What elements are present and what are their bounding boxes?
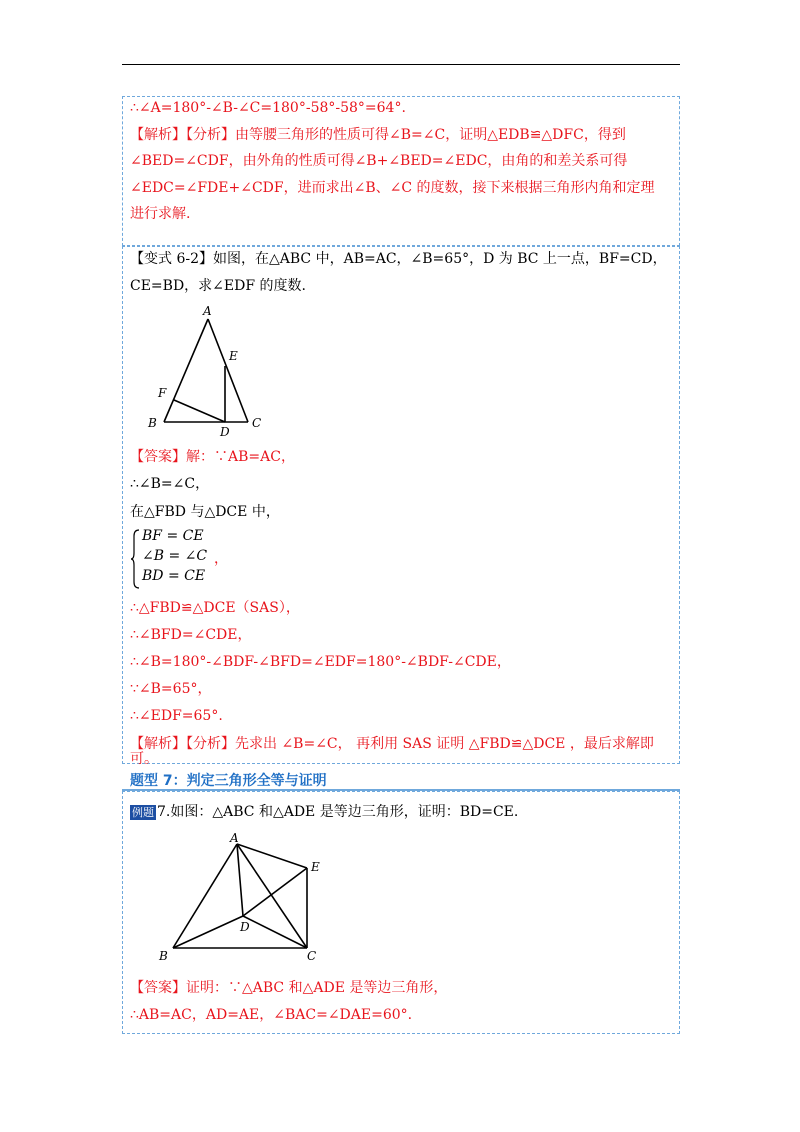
edge-fd: [174, 400, 225, 422]
example-badge: 例题: [132, 806, 154, 819]
edge-ae: [237, 844, 307, 868]
label-e: E: [311, 860, 320, 874]
equilateral-triangles-figure: [155, 830, 330, 965]
edge-ab: [173, 844, 237, 948]
edge-ab: [164, 319, 208, 422]
example-question: [130, 802, 518, 822]
variant-answer-line2: ∴∠B=∠C，: [130, 476, 210, 492]
variant-answer-line4: ∴△FBD≌△DCE（SAS），: [130, 600, 300, 616]
block1-line2: 【解析】【分析】由等腰三角形的性质可得∠B=∠C，证明△EDB≌△DFC，得到: [130, 127, 626, 143]
block1-line4: ∠EDC=∠FDE+∠CDF，进而求出∠B、∠C 的度数，接下来根据三角形内角和定理: [130, 180, 655, 196]
label-d: D: [240, 920, 250, 934]
label-a: A: [203, 304, 212, 318]
condition-bf-ce: BF = CE: [142, 528, 204, 544]
variant-analysis-line1: 【解析】【分析】先求出 ∠B=∠C， 再利用 SAS 证明 △FBD≌△DCE ，最后求解即: [130, 736, 654, 752]
variant-analysis-line2: 可。: [130, 751, 158, 767]
variant-question-line2: CE=BD，求∠EDF 的度数.: [130, 278, 306, 294]
edge-ac: [208, 319, 248, 422]
label-c: C: [307, 949, 317, 963]
variant-answer-line1: 【答案】解：∵AB=AC，: [130, 449, 295, 465]
edge-ad: [237, 844, 243, 916]
condition-comma: ，: [214, 551, 228, 567]
edge-de: [243, 868, 307, 916]
example-question-text: 7.如图：△ABC 和△ADE 是等边三角形，证明：BD=CE.: [157, 804, 519, 820]
label-c: C: [252, 416, 262, 430]
label-d: D: [220, 425, 230, 438]
edge-cd: [243, 916, 307, 948]
label-b: B: [148, 416, 157, 430]
block1-line5: 进行求解.: [130, 206, 191, 222]
solution-box-1: [122, 96, 680, 246]
block1-line3: ∠BED=∠CDF，由外角的性质可得∠B+∠BED=∠EDC，由角的和差关系可得: [130, 153, 628, 169]
condition-bd-ce: BD = CE: [142, 568, 206, 584]
block1-line1: ∴∠A=180°-∠B-∠C=180°-58°-58°=64°.: [130, 100, 406, 116]
example-answer-line1: 【答案】证明：∵△ABC 和△ADE 是等边三角形，: [130, 980, 448, 996]
variant-answer-line6: ∴∠B=180°-∠BDF-∠BFD=∠EDF=180°-∠BDF-∠CDE，: [130, 654, 511, 670]
variant-answer-line3: 在△FBD 与△DCE 中，: [130, 504, 280, 520]
variant-answer-line5: ∴∠BFD=∠CDE，: [130, 627, 252, 643]
condition-angle-b-c: ∠B = ∠C: [142, 548, 208, 564]
variant-question-line1: 【变式 6-2】如图，在△ABC 中，AB=AC，∠B=65°，D 为 BC 上一点，BF=CD，: [130, 251, 667, 267]
variant-answer-line7: ∵∠B=65°，: [130, 681, 212, 697]
example-answer-line2: ∴AB=AC，AD=AE，∠BAC=∠DAE=60°.: [130, 1007, 413, 1023]
label-f: F: [158, 386, 167, 400]
label-e: E: [229, 349, 238, 363]
left-brace-icon: [130, 528, 142, 590]
label-b: B: [159, 949, 168, 963]
variant-answer-line8: ∴∠EDF=65°.: [130, 708, 223, 724]
congruence-condition-system: [130, 528, 240, 590]
label-a: A: [230, 831, 239, 845]
section-heading-type-7: 题型 7：判定三角形全等与证明: [130, 773, 327, 789]
page-top-rule: [122, 64, 680, 65]
triangle-figure-abc-def: [140, 302, 280, 438]
